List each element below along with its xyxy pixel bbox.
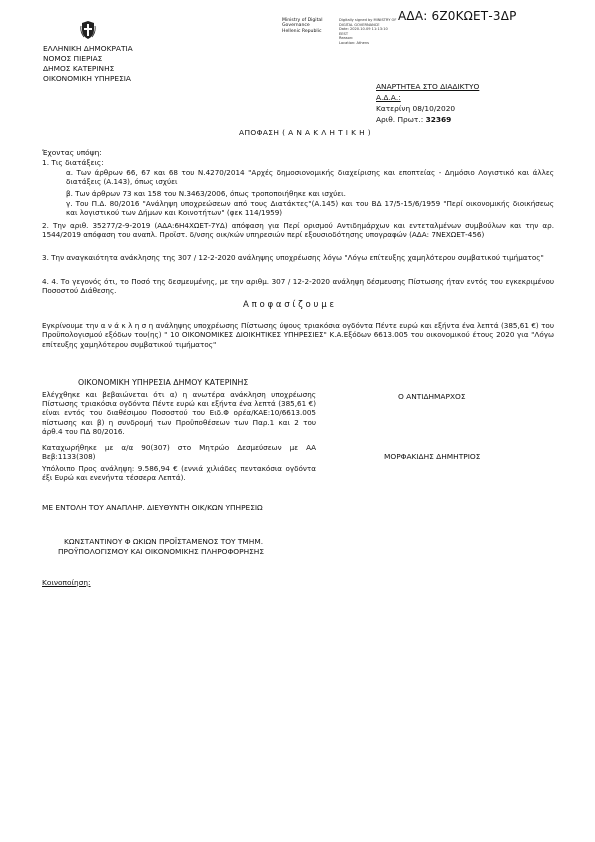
stamp-detail: Reason:	[339, 36, 354, 40]
greek-emblem-icon	[80, 20, 96, 40]
provisions-intro: 1. Τις διατάξεις:	[42, 158, 104, 167]
we-decide-heading: Α π ο φ α σ ί ζ ο υ μ ε	[243, 300, 335, 310]
head-of-dept-line2: ΠΡΟΫΠΟΛΟΓΙΣΜΟΥ ΚΑΙ ΟΙΚΟΝΟΜΙΚΗΣ ΠΛΗΡΟΦΟΡΗΣΗΣ	[58, 547, 265, 556]
stamp-line: Governance	[282, 23, 310, 29]
protocol-number: 32369	[425, 115, 452, 124]
stamp-detail: Date: 2020.10.09 11:13:10	[339, 27, 388, 31]
order-line: ΜΕ ΕΝΤΟΛΗ ΤΟΥ ΑΝΑΠΛΗΡ. ΔΙΕΥΘΥΝΤΗ ΟΙΚ/ΚΩΝ ΥΠΗΡΕΣΙΩ	[42, 503, 263, 512]
deputy-mayor-title: Ο ΑΝΤΙΔΗΜΑΡΧΟΣ	[398, 392, 466, 401]
stamp-line: Ministry of Digital	[282, 18, 323, 23]
stamp-detail: Digitally signed by MINISTRY OF	[339, 18, 397, 22]
cc-label: Κοινοποίηση:	[42, 578, 91, 587]
stamp-detail: Location: Athens	[339, 40, 369, 45]
ada-code: ΑΔΑ: 6Ζ0ΚΩΕΤ-3ΔΡ	[398, 9, 517, 23]
stamp-detail: DIGITAL GOVERNANCE	[339, 22, 380, 27]
publication-title: ΑΝΑΡΤΗΤΕΑ ΣΤΟ ΔΙΑΔΙΚΤΥΟ	[376, 82, 480, 91]
service-verification: Ελέγχθηκε και βεβαιώνεται ότι α) η ανωτέρα ανάκληση υποχρέωσης Πίστωσης τριακόσια ογδόντα Πέντε ευρώ και εξήντα ένα λεπτά (385,61 €) είναι εντός του διαθέσιμου Ποσοστού του Ειδ.Φ ορέα/ΚΑΕ:10/6613.005 πίστωσης και β) η συνδρομή των Προϋποθέσεων των Παρ.1 και 2 του άρθ.4 του ΠΔ 80/2016.	[42, 390, 316, 436]
item-2: 2. Την αριθ. 35277/2-9-2019 (ΑΔΑ:6Η4ΧΩΕΤ-7ΥΔ) απόφαση για Περί ορισμού Αντιδημάρχων και εντεταλμένων συμβούλων και την αρ. 1544/2019 απόφαση του αναπλ. Προϊστ. δ/νσης οικ/κών υπηρεσιών περί εξουσιοδότησης υπογραφών (ΑΔΑ: 7ΝΕΧΩΕΤ-456)	[42, 221, 554, 240]
item-b: β. Των άρθρων 73 και 158 του Ν.3463/2006, όπως τροποποιήθηκε και ισχύει.	[66, 189, 346, 198]
ada-label: Α.Δ.Α.:	[376, 93, 401, 102]
place-date: Κατερίνη 08/10/2020	[376, 104, 456, 113]
stamp-detail: EEST	[339, 31, 349, 36]
header-line: ΕΛΛΗΝΙΚΗ ΔΗΜΟΚΡΑΤΙΑ	[43, 44, 133, 53]
head-of-dept-line1: ΚΩΝΣΤΑΝΤΙΝΟΥ Φ ΩΚΙΩΝ ΠΡΟΪΣΤΑΜΕΝΟΣ ΤΟΥ ΤΜΗΜ.	[64, 537, 264, 546]
considering-label: Έχοντας υπόψη:	[42, 148, 102, 157]
header-line: ΔΗΜΟΣ ΚΑΤΕΡΙΝΗΣ	[43, 64, 115, 73]
item-4: 4. 4. Το γεγονός ότι, το Ποσό της δεσμευμένης, με την αριθμ. 307 / 12-2-2020 ανάληψη δέσμευσης Πίστωσης ήταν εντός του εγκεκριμένου Ποσοστού Διάθεσης.	[42, 277, 554, 296]
item-3: 3. Την αναγκαιότητα ανάκλησης της 307 / 12-2-2020 ανάληψης υποχρέωσης λόγω "Λόγω επίτευξης χαμηλότερου συμβατικού τιμήματος"	[42, 253, 544, 262]
decision-title: ΑΠΟΦΑΣΗ ( Α Ν Α Κ Λ Η Τ Ι Κ Η )	[239, 128, 372, 137]
protocol-label: Αριθ. Πρωτ.:	[376, 115, 424, 124]
header-line: ΟΙΚΟΝΟΜΙΚΗ ΥΠΗΡΕΣΙΑ	[43, 74, 131, 83]
service-title: ΟΙΚΟΝΟΜΙΚΗ ΥΠΗΡΕΣΙΑ ΔΗΜΟΥ ΚΑΤΕΡΙΝΗΣ	[78, 378, 249, 387]
deputy-mayor-name: ΜΟΡΦΑΚΙΔΗΣ ΔΗΜΗΤΡΙΟΣ	[384, 452, 481, 461]
service-balance: Υπόλοιπο Προς ανάληψη: 9.586,94 € (εννιά χιλιάδες πεντακόσια ογδόντα έξι Ευρώ και ενενήντα τέσσερα Λεπτά).	[42, 464, 316, 483]
header-line: ΝΟΜΟΣ ΠΙΕΡΙΑΣ	[43, 54, 103, 63]
decision-text: Εγκρίνουμε την α ν ά κ λ η σ η ανάληψης υποχρέωσης Πίστωσης ύψους τριακόσια ογδόντα Πέντε ευρώ και εξήντα ένα λεπτά (385,61 €) του Προϋπολογισμού εξόδων του(ης) " 10 ΟΙΚΟΝΟΜΙΚΕΣ ΔΙΟΙΚΗΤΙΚΕΣ ΥΠΗΡΕΣΙΕΣ" Κ.Α.Εξόδων 6613.005 του οικονομικού έτους 2020 για "Λόγω επίτευξης χαμηλότερου συμβατικού τιμήματος"	[42, 321, 554, 349]
stamp-line: Hellenic Republic	[282, 28, 322, 34]
item-c: γ. Του Π.Δ. 80/2016 "Ανάληψη υποχρεώσεων από τους Διατάκτες"(Α.145) και του ΒΔ 17/5-15/6/1959 "Περί οικονομικής διοικήσεως και λογιστικού των Δήμων και Κοινοτήτων" (φεκ 114/1959)	[66, 199, 554, 218]
item-a: α. Των άρθρων 66, 67 και 68 του Ν.4270/2014 "Αρχές δημοσιονομικής διαχείρισης και εποπτείας - Δημόσιο Λογιστικό και άλλες διατάξεις (Α.143), όπως ισχύει	[66, 168, 554, 187]
service-registered: Καταχωρήθηκε με α/α 90(307) στο Μητρώο Δεσμεύσεων με ΑΑ Βεβ:1133(308)	[42, 443, 316, 462]
